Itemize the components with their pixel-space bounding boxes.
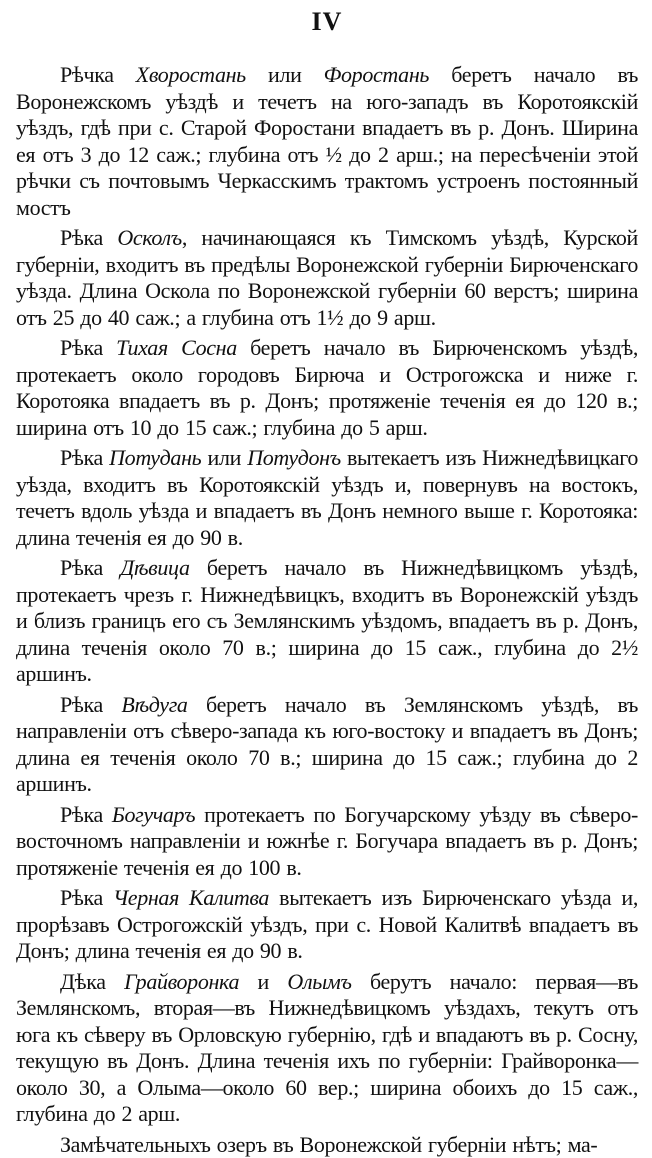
river-name: Вѣдуга (121, 692, 187, 717)
river-name: Дѣвица (120, 555, 189, 580)
paragraph-text: беретъ начало въ Нижнедѣвицкомъ уѣздѣ, протекаетъ чрезъ г. Нижнедѣвицкъ, входитъ въ Воронежскій уѣздъ и близъ границъ его съ Землянскимъ уѣздомъ, впадаетъ въ р. Донъ, длина теченія около 70 в.; ширина до 15 саж., глубина до 2½ аршинъ. (16, 555, 638, 686)
paragraph (16, 335, 638, 441)
paragraph-text: вытекаетъ изъ Бирюченскаго уѣзда и, прорѣзавъ Острогожскій уѣздъ, при с. Новой Калитвѣ впадаетъ въ Донъ; длина теченія ея до 90 в. (16, 885, 638, 963)
paragraph-text: Дѣка (60, 969, 124, 994)
river-name: Потудань (109, 445, 201, 470)
paragraph-text: Рѣка (60, 445, 109, 470)
river-name: Потудонъ (247, 445, 341, 470)
paragraph-text: Рѣка (60, 335, 116, 360)
paragraph-text: беретъ начало въ Бирюченскомъ уѣздѣ, протекаетъ около городовъ Бирюча и Острогожска и ниже г. Коротояка впадаетъ въ р. Донъ; протяженіе теченія ея до 120 в.; ширина отъ 10 до 15 саж.; глубина до 5 арш. (16, 335, 638, 440)
page-body-text (16, 62, 638, 1158)
paragraph-text: Рѣка (60, 885, 113, 910)
paragraph-text: Рѣка (60, 555, 120, 580)
paragraph (16, 445, 638, 551)
paragraph (16, 885, 638, 965)
paragraph-text: Замѣчательныхъ озеръ въ Воронежской губерніи нѣтъ; ма- (60, 1132, 597, 1157)
paragraph-text: Рѣчка (60, 62, 136, 87)
paragraph-text: , начинающаяся къ Тимскомъ уѣздѣ, Курской губерніи, входитъ въ предѣлы Воронежской губерніи Бирюченскаго уѣзда. Длина Оскола по Воронежской губерніи 60 верстъ; ширина отъ 25 до 40 саж.; а глубина отъ 1½ до 9 арш. (16, 225, 638, 330)
paragraph (16, 692, 638, 798)
paragraph-text: вытекаетъ изъ Нижнедѣвицкаго уѣзда, входитъ въ Коротоякскій уѣздъ и, повернувъ на востокъ, течетъ вдоль уѣзда и впадаетъ въ Донъ немного выше г. Коротояка: длина теченія ея до 90 в. (16, 445, 638, 550)
paragraph-text: беретъ начало въ Землянскомъ уѣздѣ, въ направленіи отъ сѣверо-запада къ юго-востоку и впадаетъ въ Донъ; длина ея теченія около 70 в.; ширина до 15 саж.; глубина до 2 аршинъ. (16, 692, 638, 797)
paragraph-text: протекаетъ по Богучарскому уѣзду въ сѣверо-восточномъ направленіи и южнѣе г. Богучара впадаетъ въ р. Донъ; протяженіе теченія ея до 100 в. (16, 802, 638, 880)
river-name: Тихая Сосна (116, 335, 237, 360)
paragraph-text: Рѣка (60, 802, 112, 827)
paragraph (16, 62, 638, 221)
river-name: Богучаръ (112, 802, 195, 827)
paragraph (16, 802, 638, 882)
paragraph-text: или (201, 445, 247, 470)
paragraph (16, 555, 638, 688)
river-name: Олымъ (287, 969, 351, 994)
paragraph (16, 969, 638, 1128)
river-name: Осколъ (117, 225, 181, 250)
paragraph (16, 225, 638, 331)
river-name: Грайворонка (124, 969, 239, 994)
paragraph-text: Рѣка (60, 692, 121, 717)
paragraph-text: беретъ начало въ Воронежскомъ уѣздѣ и течетъ на юго-западъ въ Коротоякскій уѣздъ, гдѣ при с. Старой Форостани впадаетъ въ р. Донъ. Ширина ея отъ 3 до 12 саж.; глубина отъ ½ до 2 арш.; на пересѣченіи этой рѣчки съ почтовымъ Черкасскимъ трактомъ устроенъ постоянный мостъ (16, 62, 638, 220)
page-number: IV (16, 4, 638, 40)
paragraph-text: берутъ начало: первая—въ Землянскомъ, вторая—въ Нижнедѣвицкомъ уѣздахъ, текутъ отъ юга къ сѣверу въ Орловскую губернію, гдѣ и впадаютъ въ р. Сосну, текущую въ Донъ. Длина теченія ихъ по губерніи: Грайворонка—около 30, а Олыма—около 60 вер.; ширина обоихъ до 15 саж., глубина до 2 арш. (16, 969, 638, 1127)
river-name: Черная Калитва (113, 885, 269, 910)
paragraph (16, 1132, 638, 1158)
river-name: Хворостань (136, 62, 246, 87)
river-name: Форостань (324, 62, 429, 87)
paragraph-text: и (239, 969, 287, 994)
paragraph-text: или (246, 62, 324, 87)
paragraph-text: Рѣка (60, 225, 117, 250)
